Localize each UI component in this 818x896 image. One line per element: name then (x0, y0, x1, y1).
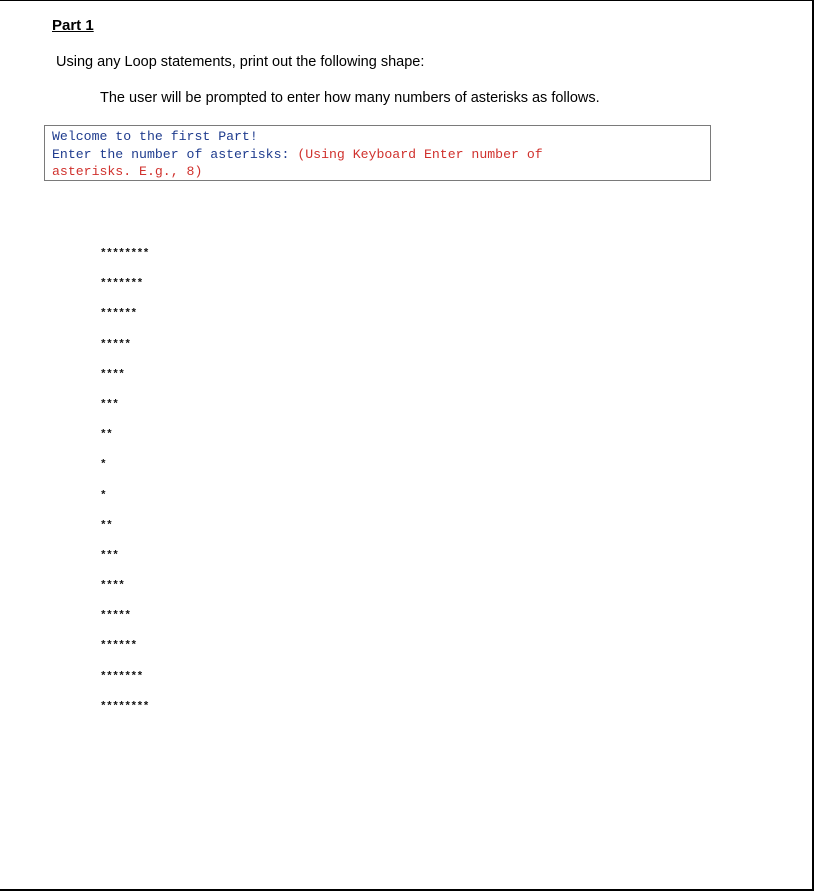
asterisk-shape (100, 247, 149, 730)
part-heading: Part 1 (52, 17, 94, 34)
console-prompt-text: Enter the number of asterisks: (52, 146, 298, 162)
prompt-note-text: The user will be prompted to enter how many numbers of asterisks as follows. (100, 90, 600, 106)
asterisk-row: ******* (100, 278, 143, 291)
asterisk-row: ****** (100, 640, 137, 653)
asterisk-row: ** (100, 429, 113, 442)
asterisk-row: ******* (100, 670, 143, 683)
asterisk-row: * (100, 489, 107, 502)
console-hint-continued: asterisks. E.g., 8) (52, 164, 203, 179)
asterisk-row: ******** (100, 248, 149, 260)
console-hint-text: (Using Keyboard Enter number of (297, 146, 543, 162)
console-line-prompt (52, 146, 703, 164)
asterisk-row: ******** (100, 700, 149, 713)
asterisk-row: ***** (100, 610, 131, 623)
instruction-text: Using any Loop statements, print out the following shape: (56, 54, 425, 70)
asterisk-row: **** (100, 368, 125, 381)
console-line-welcome: Welcome to the first Part! (52, 129, 258, 144)
asterisk-row: *** (100, 398, 119, 411)
asterisk-row: ** (100, 519, 113, 532)
asterisk-row: **** (100, 580, 125, 593)
asterisk-row: * (100, 459, 107, 472)
console-output-box (44, 125, 711, 181)
asterisk-row: ****** (100, 308, 137, 321)
asterisk-row: ***** (100, 338, 131, 351)
asterisk-row: *** (100, 549, 119, 562)
